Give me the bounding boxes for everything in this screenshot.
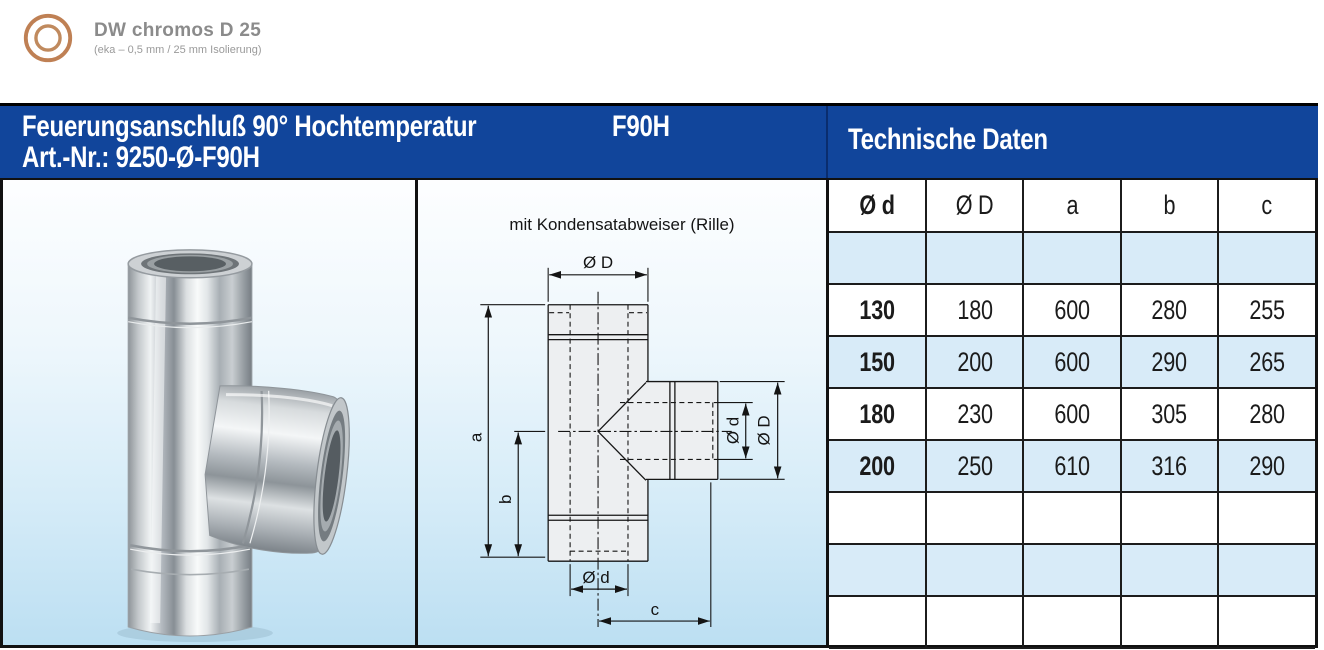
technical-drawing (418, 180, 826, 645)
tee-branch-pipe (197, 380, 357, 559)
table-cell (1218, 544, 1315, 596)
table-row (829, 336, 1315, 388)
technical-data-title: Technische Daten (848, 123, 1048, 156)
table-cell (1023, 232, 1120, 284)
table-cell: 130 (829, 284, 926, 336)
table-cell (829, 544, 926, 596)
table-cell (1121, 232, 1218, 284)
table-cell (829, 596, 926, 648)
dim-label-b: b (496, 494, 516, 505)
table-cell: 610 (1023, 440, 1120, 492)
technical-data-panel (829, 180, 1315, 645)
table-row (829, 596, 1315, 648)
col-header-b: b (1121, 180, 1218, 232)
table-cell: 600 (1023, 336, 1120, 388)
table-cell: 265 (1218, 336, 1315, 388)
product-title: Feuerungsanschluß 90° Hochtemperatur (22, 110, 477, 143)
table-cell: 150 (829, 336, 926, 388)
table-cell: 250 (926, 440, 1023, 492)
dim-label-c: c (650, 600, 660, 620)
technical-data-table (829, 180, 1315, 649)
concentric-rings-icon (20, 10, 76, 66)
table-cell: 230 (926, 388, 1023, 440)
table-row (829, 544, 1315, 596)
table-cell: 200 (926, 336, 1023, 388)
table-row (829, 388, 1315, 440)
table-cell (1121, 544, 1218, 596)
table-cell: 305 (1121, 388, 1218, 440)
table-cell: 290 (1218, 440, 1315, 492)
table-cell: 180 (829, 388, 926, 440)
table-cell: 180 (926, 284, 1023, 336)
brand-subtitle: (eka – 0,5 mm / 25 mm Isolierung) (94, 44, 262, 56)
table-cell (1218, 492, 1315, 544)
table-cell (1121, 596, 1218, 648)
table-row (829, 284, 1315, 336)
table-cell (829, 492, 926, 544)
product-header (0, 106, 826, 178)
col-header-dia-D: Ø D (926, 180, 1023, 232)
drawing-tee-body (548, 305, 718, 561)
dim-label-a: a (466, 432, 486, 443)
dim-label-dia-D-top: Ø D (582, 252, 614, 272)
dim-label-dia-D-right: Ø D (754, 415, 774, 446)
table-cell: 280 (1121, 284, 1218, 336)
table-row (829, 440, 1315, 492)
table-cell (1023, 596, 1120, 648)
col-header-c: c (1218, 180, 1315, 232)
table-cell (926, 596, 1023, 648)
article-number: Art.-Nr.: 9250-Ø-F90H (22, 141, 260, 174)
table-row (829, 232, 1315, 284)
col-header-dia-d: Ø d (829, 180, 926, 232)
datasheet (0, 103, 1318, 648)
brand-title: DW chromos D 25 (94, 20, 262, 41)
table-row (829, 492, 1315, 544)
technical-drawing-panel (418, 180, 829, 645)
product-code: F90H (612, 110, 670, 143)
table-header-row (829, 180, 1315, 232)
table-cell: 290 (1121, 336, 1218, 388)
table-cell (1023, 492, 1120, 544)
brand-logo (20, 10, 262, 66)
table-cell (1218, 596, 1315, 648)
table-cell: 255 (1218, 284, 1315, 336)
product-photo-panel (3, 180, 418, 645)
product-photo (3, 180, 415, 645)
drawing-caption: mit Kondensatabweiser (Rille) (509, 214, 735, 234)
table-cell (1121, 492, 1218, 544)
table-cell (829, 232, 926, 284)
table-cell: 316 (1121, 440, 1218, 492)
table-cell (1023, 544, 1120, 596)
dim-label-dia-d-bottom: Ø d (582, 568, 610, 588)
table-cell: 200 (829, 440, 926, 492)
table-cell: 280 (1218, 388, 1315, 440)
table-cell (926, 492, 1023, 544)
page-header (0, 106, 1318, 178)
table-cell: 600 (1023, 284, 1120, 336)
table-cell: 600 (1023, 388, 1120, 440)
col-header-a: a (1023, 180, 1120, 232)
table-cell (926, 544, 1023, 596)
table-cell (926, 232, 1023, 284)
table-cell (1218, 232, 1315, 284)
dim-label-dia-d-right: Ø d (723, 416, 743, 445)
